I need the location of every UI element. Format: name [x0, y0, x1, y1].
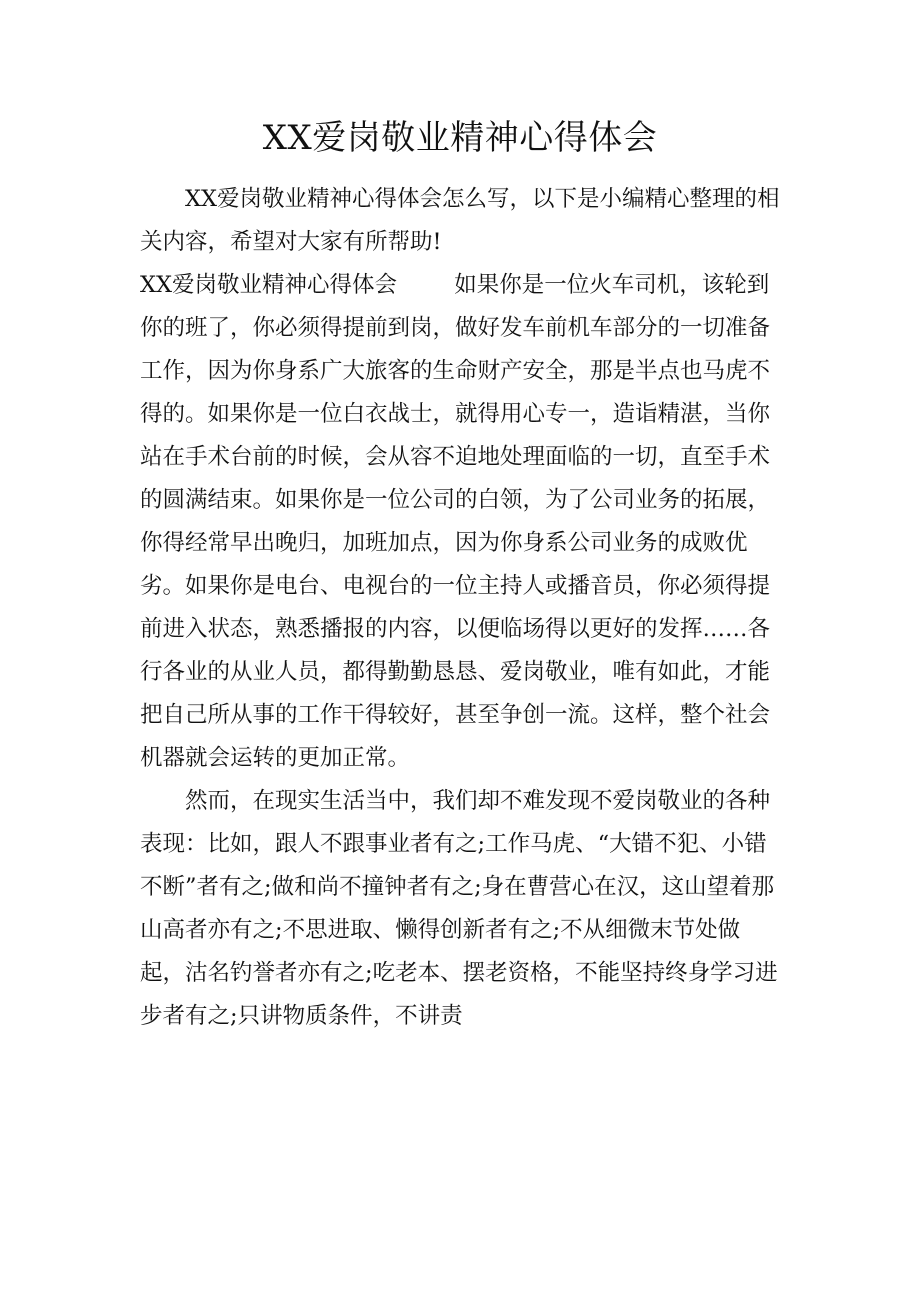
document-body [140, 178, 785, 1038]
body-paragraph-1: XX爱岗敬业精神心得体会 如果你是一位火车司机，该轮到你的班了，你必须得提前到岗，做好发车前机车部分的一切准备工作，因为你身系广大旅客的生命财产安全，那是半点也马虎不得的。如果你是一位白衣战士，就得用心专一，造诣精湛，当你站在手术台前的时候，会从容不迫地处理面临的一切，直至手术的圆满结束。如果你是一位公司的白领，为了公司业务的拓展，你得经常早出晚归，加班加点，因为你身系公司业务的成败优劣。如果你是电台、电视台的一位主持人或播音员，你必须得提前进入状态，熟悉播报的内容，以便临场得以更好的发挥……各行各业的从业人员，都得勤勤恳恳、爱岗敬业，唯有如此，才能把自己所从事的工作干得较好，甚至争创一流。这样，整个社会机器就会运转的更加正常。 [140, 272, 771, 771]
body-paragraph-2: 然而，在现实生活当中，我们却不难发现不爱岗敬业的各种表现：比如，跟人不跟事业者有之;工作马虎、“大错不犯、小错不断”者有之;做和尚不撞钟者有之;身在曹营心在汉，这山望着那山高者亦有之;不思进取、懒得创新者有之;不从细微末节处做起，沽名钓誉者亦有之;吃老本、摆老资格，不能坚持终身学习进步者有之;只讲物质条件，不讲责 [140, 788, 778, 1029]
intro-paragraph: XX爱岗敬业精神心得体会怎么写，以下是小编精心整理的相关内容，希望对大家有所帮助! [140, 186, 780, 255]
page-title: XX爱岗敬业精神心得体会 [262, 118, 658, 158]
